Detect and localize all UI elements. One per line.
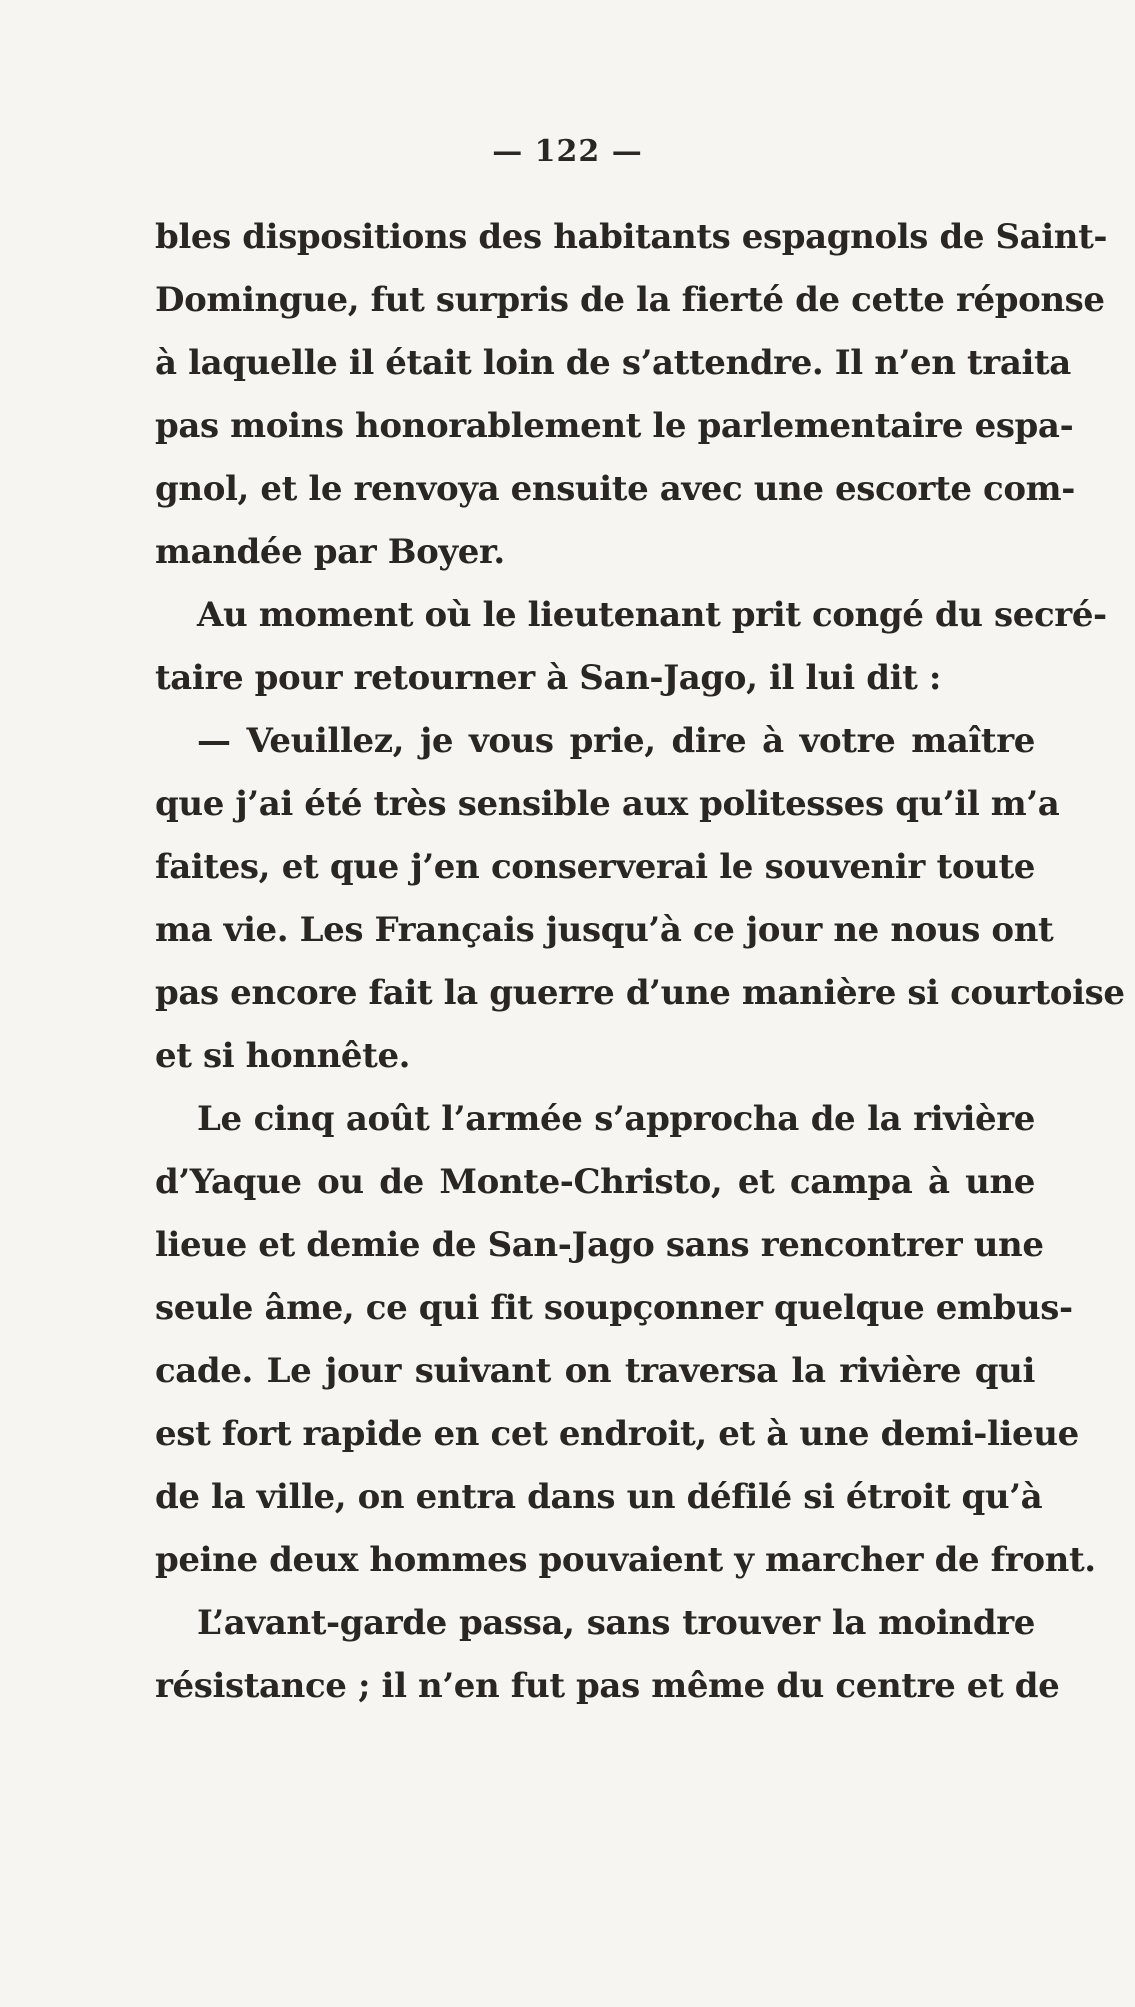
- text-line: pas moins honorablement le parlementaire espa-: [155, 406, 1074, 446]
- text-line: cade. Le jour suivant on traversa la rivière qui: [155, 1351, 1035, 1391]
- text-line: bles dispositions des habitants espagnols de Saint-: [155, 217, 1108, 257]
- text-line: à laquelle il était loin de s’attendre. Il n’en traita: [155, 343, 1071, 383]
- text-line: L’avant-garde passa, sans trouver la moindre: [197, 1603, 1035, 1643]
- text-line: que j’ai été très sensible aux politesses qu’il m’a: [155, 784, 1060, 824]
- text-line: d’Yaque ou de Monte-Christo, et campa à une: [155, 1162, 1035, 1202]
- text-line: mandée par Boyer.: [155, 532, 505, 572]
- body-text: [155, 206, 1125, 1718]
- text-line: peine deux hommes pouvaient y marcher de front.: [155, 1540, 1096, 1580]
- text-line: de la ville, on entra dans un défilé si étroit qu’à: [155, 1477, 1043, 1517]
- text-line: Le cinq août l’armée s’approcha de la rivière: [197, 1099, 1035, 1139]
- text-line: seule âme, ce qui fit soupçonner quelque embus-: [155, 1288, 1073, 1328]
- text-line: pas encore fait la guerre d’une manière si courtoise: [155, 973, 1125, 1013]
- text-line: gnol, et le renvoya ensuite avec une escorte com-: [155, 469, 1075, 509]
- text-line: lieue et demie de San-Jago sans rencontrer une: [155, 1225, 1044, 1265]
- text-line: et si honnête.: [155, 1036, 411, 1076]
- text-line: ma vie. Les Français jusqu’à ce jour ne nous ont: [155, 910, 1054, 950]
- text-line: Au moment où le lieutenant prit congé du secré-: [197, 595, 1107, 635]
- text-line: — Veuillez, je vous prie, dire à votre maître: [197, 721, 1035, 761]
- text-line: résistance ; il n’en fut pas même du centre et de: [155, 1666, 1060, 1706]
- text-line: taire pour retourner à San-Jago, il lui dit :: [155, 658, 941, 698]
- text-line: est fort rapide en cet endroit, et à une demi-lieue: [155, 1414, 1079, 1454]
- text-line: faites, et que j’en conserverai le souvenir toute: [155, 847, 1035, 887]
- text-line: Domingue, fut surpris de la fierté de cette réponse: [155, 280, 1105, 320]
- page-number: — 122 —: [492, 134, 643, 169]
